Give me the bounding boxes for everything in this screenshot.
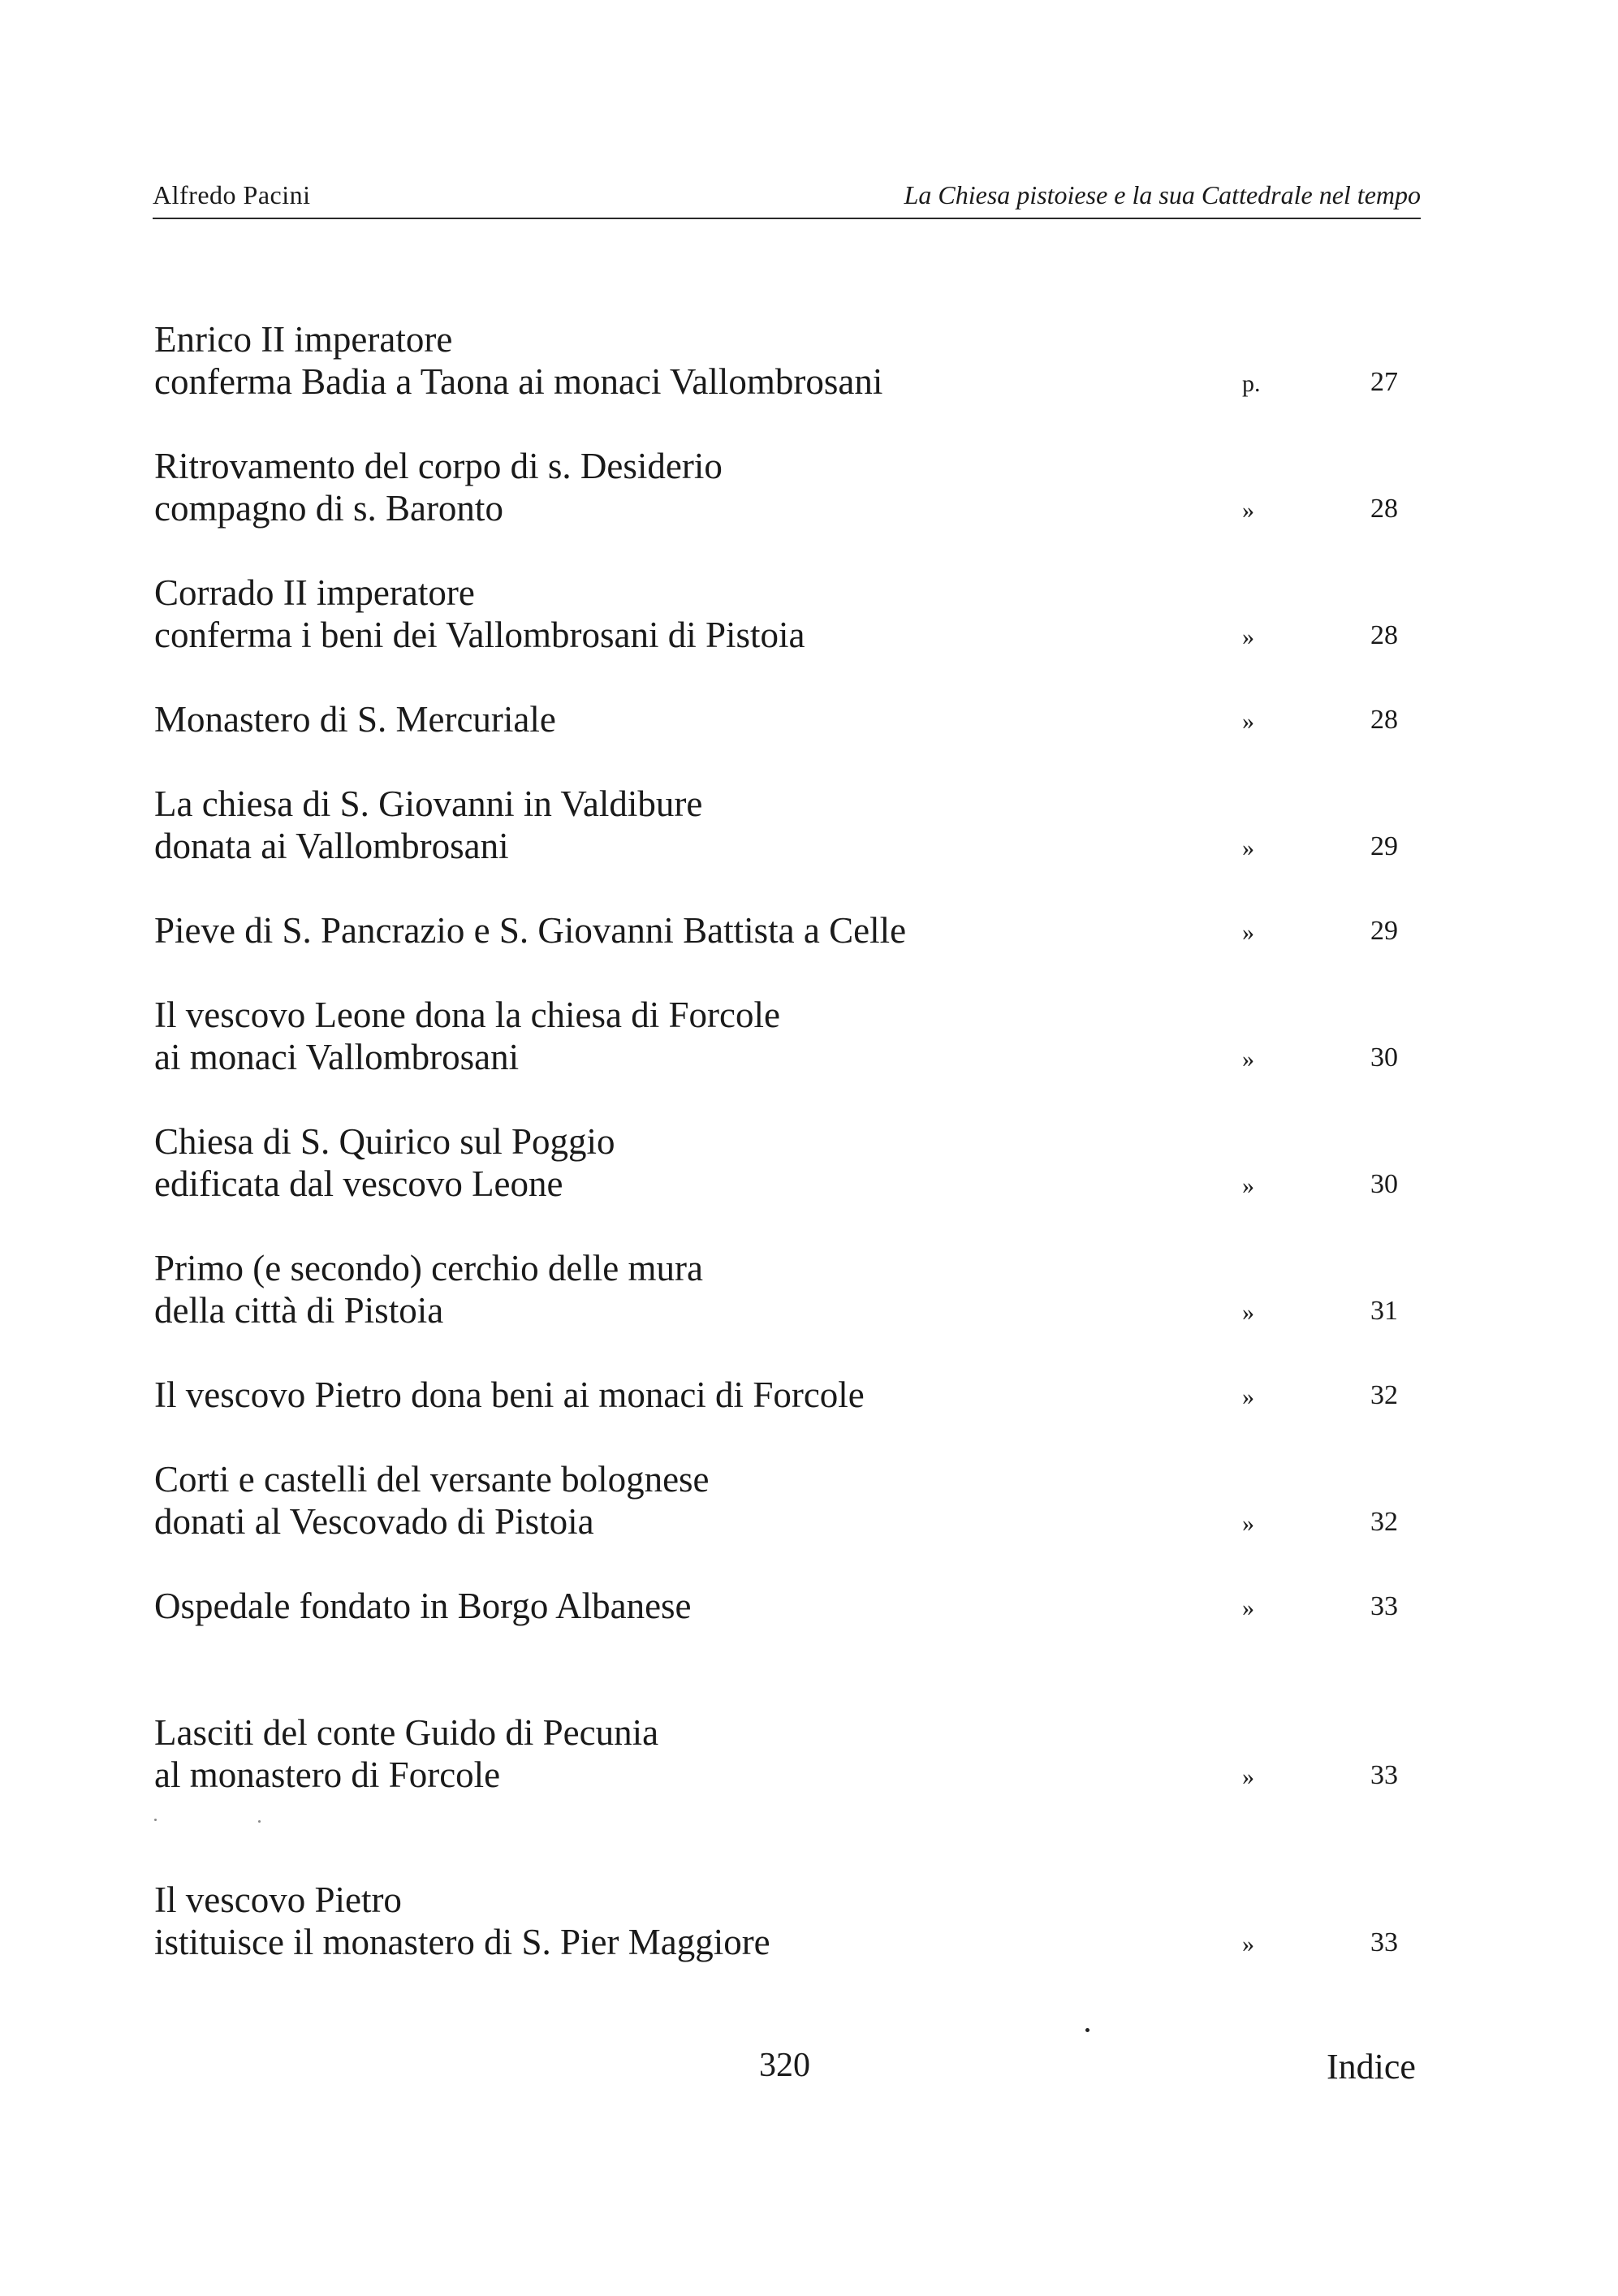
entry-line: edificata dal vescovo Leone (154, 1163, 563, 1204)
page-marker: » (1242, 708, 1254, 735)
entry-reference (1242, 1036, 1421, 1078)
ink-speck (1085, 2028, 1089, 2032)
entry-reference (1242, 360, 1421, 403)
entry-reference (1242, 909, 1421, 952)
entry-reference (1242, 1754, 1421, 1796)
page-number: 27 (1370, 367, 1398, 397)
page-number: 28 (1370, 705, 1398, 735)
entry-reference (1242, 698, 1421, 740)
toc-entry (154, 1711, 1421, 1796)
toc-entry (154, 1585, 1421, 1627)
header-book-title: La Chiesa pistoiese e la sua Cattedrale nel tempo (904, 180, 1421, 209)
entry-reference (1242, 825, 1421, 867)
entry-line: Primo (e secondo) cerchio delle mura (154, 1248, 703, 1288)
entry-reference (1242, 487, 1421, 529)
page-marker: » (1242, 1595, 1254, 1621)
entry-reference (1242, 1289, 1421, 1331)
footer-page-number: 320 (759, 2047, 810, 2084)
toc-entry (154, 1458, 1421, 1543)
entry-line: donata ai Vallombrosani (154, 826, 509, 866)
page-number: 30 (1370, 1169, 1398, 1199)
toc-entry (154, 1879, 1421, 1963)
toc-entry (154, 572, 1421, 656)
entry-line: conferma Badia a Taona ai monaci Vallombrosani (154, 361, 883, 402)
entry-line: Pieve di S. Pancrazio e S. Giovanni Battista a Celle (154, 910, 907, 951)
page-number: 33 (1370, 1927, 1398, 1957)
page-marker: » (1242, 1763, 1254, 1790)
entry-reference (1242, 1585, 1421, 1627)
page-number: 30 (1370, 1042, 1398, 1072)
entry-line: Ospedale fondato in Borgo Albanese (154, 1586, 692, 1626)
entry-line: Corrado II imperatore (154, 572, 475, 613)
page-number: 28 (1370, 620, 1398, 650)
entry-reference (1242, 1500, 1421, 1543)
page-marker: » (1242, 1046, 1254, 1072)
entry-line: Ritrovamento del corpo di s. Desiderio (154, 446, 723, 486)
entry-line: Il vescovo Pietro (154, 1880, 402, 1920)
page-marker: » (1242, 1383, 1254, 1410)
page-marker: » (1242, 1299, 1254, 1326)
toc-entry (154, 318, 1421, 403)
page-number: 31 (1370, 1296, 1398, 1326)
page-number: 33 (1370, 1591, 1398, 1621)
entry-line: ai monaci Vallombrosani (154, 1037, 520, 1077)
page-marker: » (1242, 1931, 1254, 1957)
page-number: 32 (1370, 1380, 1398, 1410)
toc-entry (154, 698, 1421, 740)
page-marker: » (1242, 1172, 1254, 1199)
entry-line: Chiesa di S. Quirico sul Poggio (154, 1121, 615, 1162)
ink-speck (154, 1819, 157, 1821)
entry-line: Lasciti del conte Guido di Pecunia (154, 1712, 659, 1753)
running-header (153, 177, 1421, 219)
toc-entry (154, 909, 1421, 952)
toc-entry (154, 783, 1421, 867)
ink-speck (258, 1820, 261, 1823)
footer-section-title: Indice (1327, 2047, 1416, 2087)
entry-line: Corti e castelli del versante bolognese (154, 1459, 710, 1500)
page-marker: » (1242, 1510, 1254, 1537)
entry-reference (1242, 614, 1421, 656)
page-number: 29 (1370, 831, 1398, 861)
page-number: 29 (1370, 916, 1398, 946)
entry-line: al monastero di Forcole (154, 1754, 501, 1795)
entry-reference (1242, 1374, 1421, 1416)
entry-line: donati al Vescovado di Pistoia (154, 1501, 594, 1542)
page-marker: p. (1242, 370, 1261, 397)
entry-line: Il vescovo Leone dona la chiesa di Forcole (154, 995, 780, 1035)
page-number: 28 (1370, 494, 1398, 524)
entry-line: Il vescovo Pietro dona beni ai monaci di Forcole (154, 1375, 865, 1415)
toc-entry (154, 1247, 1421, 1331)
page-marker: » (1242, 835, 1254, 861)
toc-entry (154, 1374, 1421, 1416)
entry-line: La chiesa di S. Giovanni in Valdibure (154, 783, 703, 824)
entry-reference (1242, 1921, 1421, 1963)
entry-line: Monastero di S. Mercuriale (154, 699, 556, 740)
header-author: Alfredo Pacini (153, 180, 311, 209)
page-marker: » (1242, 624, 1254, 650)
page-number: 32 (1370, 1507, 1398, 1537)
entry-line: della città di Pistoia (154, 1290, 444, 1331)
toc-entry (154, 994, 1421, 1078)
toc-entry (154, 1120, 1421, 1205)
page-number: 33 (1370, 1760, 1398, 1790)
page-marker: » (1242, 919, 1254, 946)
toc-entry (154, 445, 1421, 529)
entry-reference (1242, 1163, 1421, 1205)
entry-line: Enrico II imperatore (154, 319, 453, 360)
entry-line: conferma i beni dei Vallombrosani di Pistoia (154, 615, 805, 655)
entry-line: compagno di s. Baronto (154, 488, 503, 529)
entry-line: istituisce il monastero di S. Pier Maggiore (154, 1922, 770, 1962)
page-marker: » (1242, 497, 1254, 524)
